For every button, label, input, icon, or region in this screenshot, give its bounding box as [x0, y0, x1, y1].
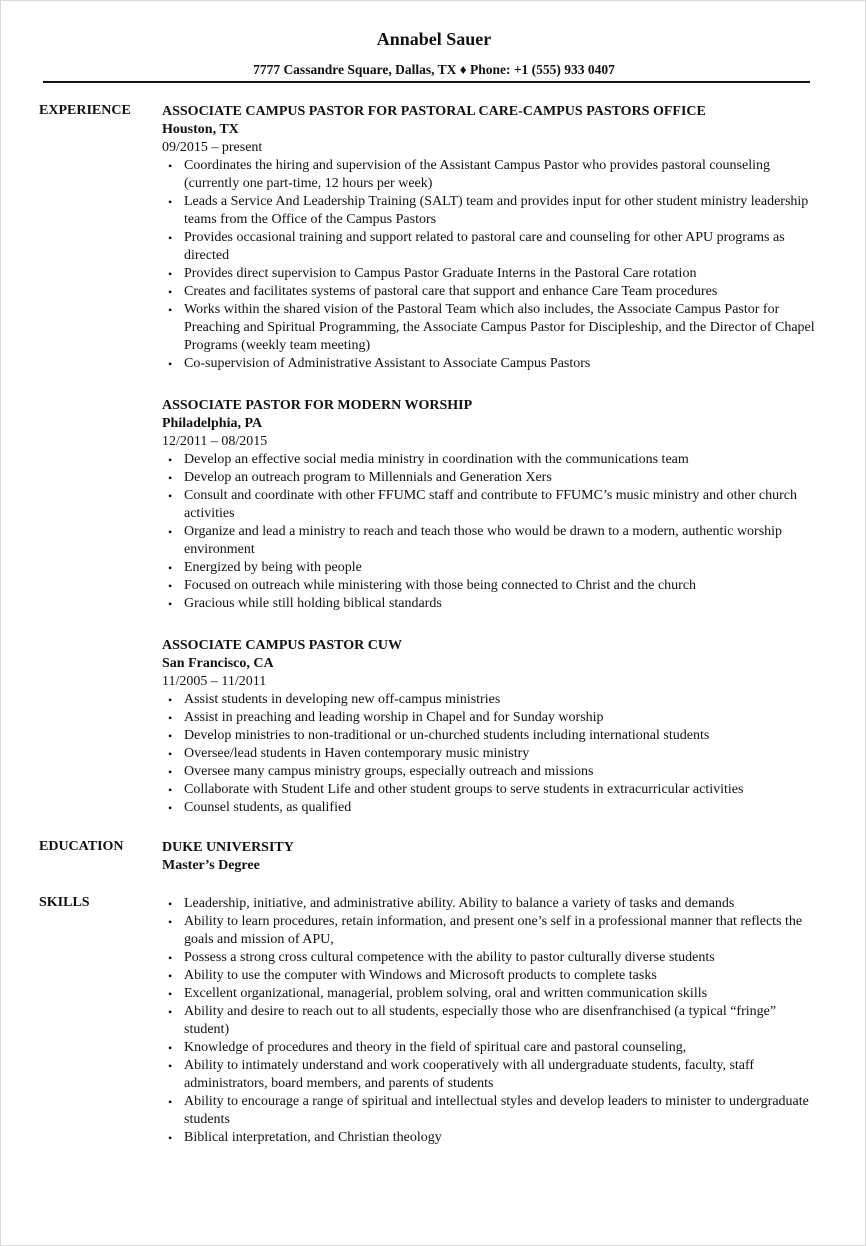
bullet-icon: • [168, 747, 173, 761]
skills-label: SKILLS [39, 895, 90, 910]
bullet-text: Oversee many campus ministry groups, especially outreach and missions [184, 764, 594, 779]
bullet-text: Co-supervision of Administrative Assistant to Associate Campus Pastors [184, 356, 591, 371]
bullet-icon: • [168, 693, 173, 707]
list-item [162, 895, 822, 913]
list-item [162, 709, 822, 727]
bullet-text: Biblical interpretation, and Christian theology [184, 1130, 442, 1145]
list-item [162, 1057, 822, 1093]
job-location: San Francisco, CA [162, 656, 274, 671]
job-entry [162, 103, 822, 373]
job-title: ASSOCIATE CAMPUS PASTOR CUW [162, 638, 402, 653]
list-item [162, 763, 822, 781]
bullet-icon: • [168, 1131, 173, 1145]
list-item [162, 1129, 822, 1147]
candidate-name: Annabel Sauer [376, 29, 492, 49]
bullet-icon: • [168, 897, 173, 911]
bullet-text: Focused on outreach while ministering with those being connected to Christ and the church [184, 578, 697, 593]
list-item [162, 1039, 822, 1057]
job-title: ASSOCIATE PASTOR FOR MODERN WORSHIP [162, 398, 473, 413]
bullet-text: Ability to intimately understand and work cooperatively with all undergraduate students, faculty, staff administrators, board members, and parents of students [184, 1058, 755, 1091]
bullet-text: Ability to use the computer with Windows and Microsoft products to complete tasks [184, 968, 657, 983]
bullet-icon: • [168, 765, 173, 779]
list-item [162, 157, 822, 193]
bullet-text: Leadership, initiative, and administrative ability. Ability to balance a variety of tasks and demands [184, 896, 735, 911]
bullet-text: Excellent organizational, managerial, problem solving, oral and written communication skills [184, 986, 708, 1001]
list-item [162, 523, 822, 559]
experience-label: EXPERIENCE [39, 103, 131, 118]
job-dates: 11/2005 – 11/2011 [162, 674, 267, 689]
degree: Master’s Degree [162, 858, 260, 873]
job-dates: 09/2015 – present [162, 140, 263, 155]
job-bullets [162, 691, 822, 817]
list-item [162, 469, 822, 487]
job-bullets [162, 157, 822, 373]
bullet-icon: • [168, 783, 173, 797]
bullet-text: Organize and lead a ministry to reach and teach those who would be drawn to a modern, authentic worship environment [184, 524, 783, 557]
bullet-icon: • [168, 285, 173, 299]
bullet-icon: • [168, 357, 173, 371]
bullet-text: Ability to learn procedures, retain information, and present one’s self in a professional manner that reflects the goals and mission of APU, [184, 914, 803, 947]
bullet-text: Possess a strong cross cultural competence with the ability to pastor culturally diverse students [184, 950, 715, 965]
list-item [162, 691, 822, 709]
bullet-text: Creates and facilitates systems of pastoral care that support and enhance Care Team procedures [184, 284, 718, 299]
bullet-text: Gracious while still holding biblical standards [184, 596, 442, 611]
bullet-icon: • [168, 987, 173, 1001]
list-item [162, 559, 822, 577]
bullet-icon: • [168, 159, 173, 173]
list-item [162, 985, 822, 1003]
school-name: DUKE UNIVERSITY [162, 840, 294, 855]
header-divider [43, 81, 810, 83]
bullet-icon: • [168, 525, 173, 539]
bullet-text: Coordinates the hiring and supervision of the Assistant Campus Pastor who provides pastoral counseling (currently one part-time, 12 hours per week) [184, 158, 770, 191]
job-dates: 12/2011 – 08/2015 [162, 434, 268, 449]
bullet-text: Works within the shared vision of the Pastoral Team which also includes, the Associate Campus Pastor for Preaching and Spiritual Programming, the Associate Campus Pastor for Discipleship, and the Director of Chapel Programs (weekly team meeting) [184, 302, 815, 353]
bullet-icon: • [168, 711, 173, 725]
bullet-icon: • [168, 303, 173, 317]
bullet-icon: • [168, 489, 173, 503]
bullet-icon: • [168, 195, 173, 209]
job-bullets [162, 451, 822, 613]
list-item [162, 949, 822, 967]
bullet-text: Assist in preaching and leading worship in Chapel and for Sunday worship [184, 710, 604, 725]
list-item [162, 745, 822, 763]
bullet-icon: • [168, 579, 173, 593]
bullet-text: Develop an outreach program to Millennials and Generation Xers [184, 470, 552, 485]
list-item [162, 265, 822, 283]
list-item [162, 781, 822, 799]
bullet-icon: • [168, 969, 173, 983]
bullet-icon: • [168, 1095, 173, 1109]
job-entry [162, 637, 822, 817]
bullet-text: Collaborate with Student Life and other student groups to serve students in extracurricular activities [184, 782, 744, 797]
bullet-text: Develop ministries to non-traditional or un-churched students including international students [184, 728, 710, 743]
list-item [162, 451, 822, 469]
bullet-icon: • [168, 801, 173, 815]
list-item [162, 229, 822, 265]
bullet-text: Ability and desire to reach out to all students, especially those who are disenfranchised (a typical “fringe” student) [184, 1004, 777, 1037]
bullet-text: Provides direct supervision to Campus Pastor Graduate Interns in the Pastoral Care rotation [184, 266, 697, 281]
bullet-text: Assist students in developing new off-campus ministries [184, 692, 501, 707]
bullet-icon: • [168, 597, 173, 611]
bullet-icon: • [168, 1041, 173, 1055]
bullet-text: Counsel students, as qualified [184, 800, 352, 815]
bullet-text: Develop an effective social media ministry in coordination with the communications team [184, 452, 689, 467]
list-item [162, 1003, 822, 1039]
list-item [162, 727, 822, 745]
job-title: ASSOCIATE CAMPUS PASTOR FOR PASTORAL CARE-CAMPUS PASTORS OFFICE [162, 104, 706, 119]
bullet-icon: • [168, 561, 173, 575]
list-item [162, 577, 822, 595]
skills-bullets [162, 895, 822, 1147]
bullet-text: Provides occasional training and support related to pastoral care and counseling for other APU programs as directed [184, 230, 785, 263]
bullet-text: Energized by being with people [184, 560, 362, 575]
list-item [162, 283, 822, 301]
list-item [162, 193, 822, 229]
bullet-icon: • [168, 471, 173, 485]
bullet-icon: • [168, 231, 173, 245]
bullet-text: Knowledge of procedures and theory in the field of spiritual care and pastoral counseling, [184, 1040, 687, 1055]
list-item [162, 967, 822, 985]
bullet-icon: • [168, 267, 173, 281]
bullet-text: Ability to encourage a range of spiritual and intellectual styles and develop leaders to minister to undergraduate students [184, 1094, 809, 1127]
list-item [162, 595, 822, 613]
contact-line: 7777 Cassandre Square, Dallas, TX ♦ Phone: +1 (555) 933 0407 [253, 62, 615, 77]
bullet-icon: • [168, 1059, 173, 1073]
bullet-icon: • [168, 729, 173, 743]
job-entry [162, 397, 822, 613]
bullet-icon: • [168, 1005, 173, 1019]
education-section [162, 839, 822, 875]
list-item [162, 913, 822, 949]
list-item [162, 355, 822, 373]
skills-section [162, 895, 822, 1147]
bullet-icon: • [168, 915, 173, 929]
experience-section [162, 103, 822, 817]
job-location: Philadelphia, PA [162, 416, 263, 431]
list-item [162, 487, 822, 523]
bullet-text: Consult and coordinate with other FFUMC staff and contribute to FFUMC’s music ministry and other church activities [184, 488, 797, 521]
list-item [162, 1093, 822, 1129]
job-location: Houston, TX [162, 122, 239, 137]
bullet-icon: • [168, 453, 173, 467]
bullet-text: Oversee/lead students in Haven contemporary music ministry [184, 746, 530, 761]
list-item [162, 799, 822, 817]
bullet-text: Leads a Service And Leadership Training (SALT) team and provides input for other student ministry leadership teams from the Office of the Campus Pastors [184, 194, 809, 227]
list-item [162, 301, 822, 355]
education-label: EDUCATION [39, 839, 124, 854]
bullet-icon: • [168, 951, 173, 965]
